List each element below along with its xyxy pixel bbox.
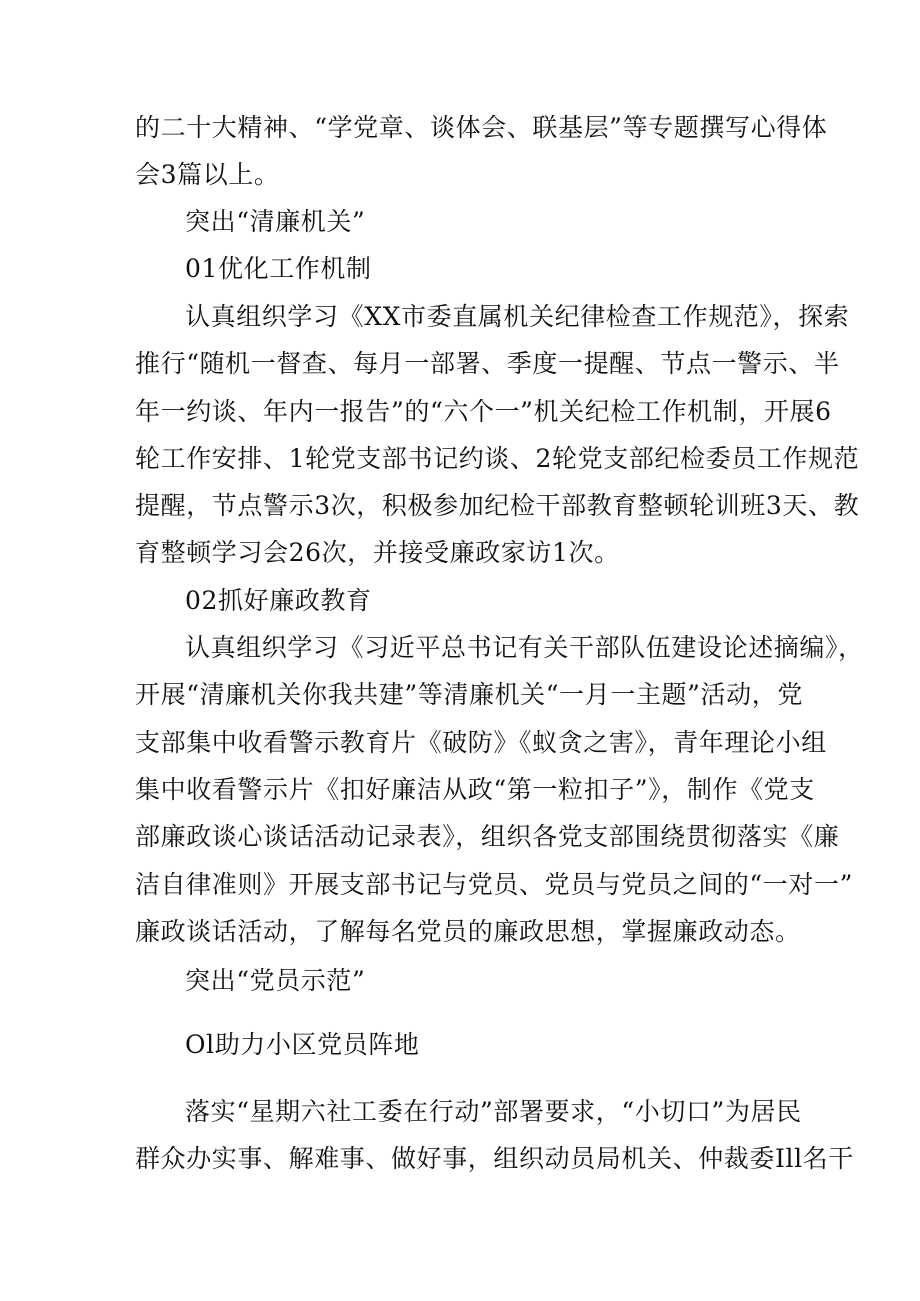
paragraph-line: 育整顿学习会26次，并接受廉政家访1次。 [135, 538, 620, 567]
paragraph-line: 认真组织学习《习近平总书记有关干部队伍建设论述摘编》， [185, 633, 864, 662]
paragraph-line: 推行“随机一督查、每月一部署、季度一提醒、节点一警示、半 [135, 349, 840, 378]
paragraph-line: 群众办实事、解难事、做好事，组织动员局机关、仲裁委Ill名干 [135, 1144, 854, 1173]
subsection-heading: 02抓好廉政教育 [185, 586, 372, 615]
paragraph-line: 轮工作安排、1轮党支部书记约谈、2轮党支部纪检委员工作规范 [135, 444, 860, 473]
paragraph-line: 部廉政谈心谈话活动记录表》，组织各党支部围绕贯彻落实《廉 [135, 822, 840, 851]
paragraph-line: 集中收看警示片《扣好廉洁从政“第一粒扣子”》，制作《党支 [135, 775, 815, 804]
paragraph-line: 开展“清廉机关你我共建”等清廉机关“一月一主题”活动，党 [135, 680, 803, 709]
paragraph-line: 支部集中收看警示教育片《破防》《蚁贪之害》，青年理论小组 [135, 728, 827, 757]
paragraph-line: 洁自律准则》开展支部书记与党员、党员与党员之间的“一对一” [135, 870, 853, 899]
paragraph-line: 认真组织学习《XX市委直属机关纪律检查工作规范》，探索 [185, 302, 850, 331]
paragraph-line: 廉政谈话活动，了解每名党员的廉政思想，掌握廉政动态。 [135, 917, 801, 946]
paragraph-line: 年一约谈、年内一报告”的“六个一”机关纪检工作机制，开展6 [135, 397, 832, 426]
section-heading: 突出“党员示范” [185, 966, 366, 995]
section-heading: 突出“清廉机关” [185, 207, 366, 236]
paragraph-line: 落实“星期六社工委在行动”部署要求，“小切口”为居民 [185, 1097, 802, 1126]
paragraph-line: 提醒，节点警示3次，积极参加纪检干部教育整顿轮训班3天、教 [135, 491, 860, 520]
paragraph-line: 的二十大精神、“学党章、谈体会、联基层”等专题撰写心得体 [135, 113, 828, 142]
subsection-heading: Ol助力小区党员阵地 [185, 1030, 420, 1059]
subsection-heading: 01优化工作机制 [185, 254, 372, 283]
paragraph-line: 会3篇以上。 [135, 160, 280, 189]
